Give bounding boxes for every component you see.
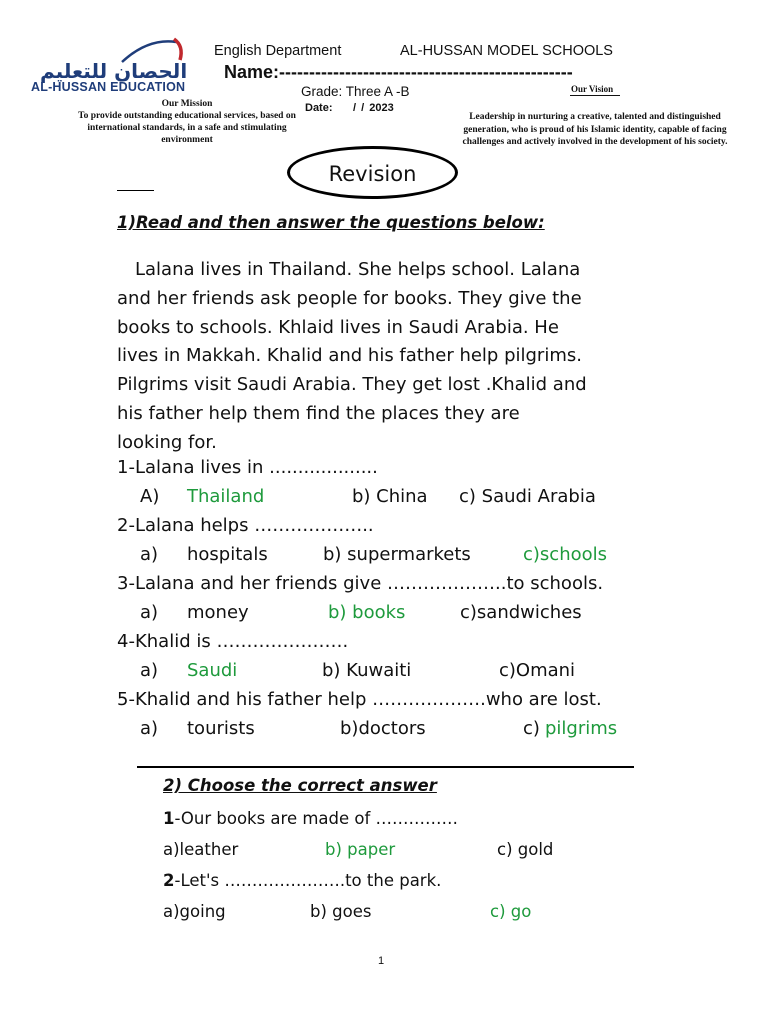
passage-line: Pilgrims visit Saudi Arabia. They get lost .Khalid and [117, 374, 587, 396]
q1-option-a-letter: A) [140, 486, 160, 507]
q2-option-c: c)schools [523, 544, 608, 565]
q3-option-b: b) books [328, 602, 406, 623]
passage-line: and her friends ask people for books. They give the [117, 287, 582, 309]
q4-option-c: c)Omani [499, 660, 576, 681]
passage-line: lives in Makkah. Khalid and his father help pilgrims. [117, 345, 582, 367]
question-5-text: 5-Khalid and his father help ……………….who are lost. [117, 689, 602, 710]
student-name-field: Name:------------------------------------------------- [224, 62, 573, 82]
q5-option-a-letter: a) [140, 718, 159, 739]
q3-option-a-letter: a) [140, 602, 159, 623]
date-value: / / 2023 [353, 102, 394, 114]
page-number: 1 [378, 955, 385, 967]
department-label: English Department [214, 43, 342, 59]
section2-heading: 2) Choose the correct answer [163, 776, 437, 795]
s2-question-2 [163, 871, 441, 890]
q2-option-b: b) supermarkets [323, 544, 471, 565]
q1-option-a-text: Thailand [187, 486, 265, 507]
question-4-text: 4-Khalid is …………………. [117, 631, 349, 652]
mission-text: To provide outstanding educational services, based on international standards, in a safe and stimulating environment [78, 111, 296, 145]
s2-q2-option-b: b) goes [310, 902, 372, 921]
passage-line: his father help them find the places they are [117, 402, 520, 424]
vision-text: Leadership in nurturing a creative, talented and distinguished generation, who is proud of his Islamic identity, capable of facing challenges and actively involved in the development of his society. [462, 112, 728, 147]
passage-line: books to schools. Khlaid lives in Saudi Arabia. He [117, 316, 559, 338]
q5-option-b: b)doctors [340, 718, 426, 739]
grade-label: Grade: Three A -B [301, 84, 410, 99]
reading-passage [117, 256, 677, 458]
question-1-text: 1-Lalana lives in ................... [117, 457, 378, 478]
question-3-text: 3-Lalana and her friends give ………………..to schools. [117, 573, 604, 594]
q4-option-a-text: Saudi [187, 660, 238, 681]
q4-option-a-letter: a) [140, 660, 159, 681]
q1-option-b: b) China [352, 486, 428, 507]
s2-question-1-text: -Our books are made of …………… [174, 809, 459, 828]
s2-question-2-number: 2 [163, 871, 175, 890]
page-title: Revision [328, 162, 417, 186]
q5-option-a-text: tourists [187, 718, 255, 739]
question-2-text: 2-Lalana helps ……………….. [117, 515, 374, 536]
q2-option-a-text: hospitals [187, 544, 268, 565]
logo-arabic-text: الحصان للتعليم [40, 59, 188, 83]
mission-title: Our Mission [161, 99, 213, 109]
date-label: Date: [305, 102, 333, 114]
passage-line: looking for. [117, 431, 217, 453]
s2-question-2-text: -Let's ………………….to the park. [174, 871, 442, 890]
vision-title-underline [570, 95, 620, 96]
q5-option-c-letter: c) [523, 718, 540, 739]
vision-title: Our Vision [571, 84, 614, 94]
q2-option-a-letter: a) [140, 544, 159, 565]
short-rule [117, 190, 154, 191]
logo-english-text: AL-HUSSAN EDUCATION [31, 80, 186, 94]
section-divider [137, 766, 634, 768]
q3-option-c: c)sandwiches [460, 602, 582, 623]
q3-option-a-text: money [187, 602, 249, 623]
s2-q1-option-b: b) paper [325, 840, 396, 859]
q1-option-c: c) Saudi Arabia [459, 486, 596, 507]
s2-question-1 [163, 809, 458, 828]
q4-option-b: b) Kuwaiti [322, 660, 412, 681]
mission-block [70, 98, 304, 146]
s2-q2-option-c: c) go [490, 902, 532, 921]
q5-option-c-text: pilgrims [545, 718, 618, 739]
s2-q2-option-a: a)going [163, 902, 226, 921]
revision-title-oval [287, 146, 458, 199]
s2-question-1-number: 1 [163, 809, 175, 828]
s2-q1-option-c: c) gold [497, 840, 554, 859]
school-name: AL-HUSSAN MODEL SCHOOLS [400, 43, 613, 59]
section1-heading: 1)Read and then answer the questions below: [117, 213, 545, 232]
passage-line: Lalana lives in Thailand. She helps school. Lalana [135, 259, 581, 280]
s2-q1-option-a: a)leather [163, 840, 239, 859]
